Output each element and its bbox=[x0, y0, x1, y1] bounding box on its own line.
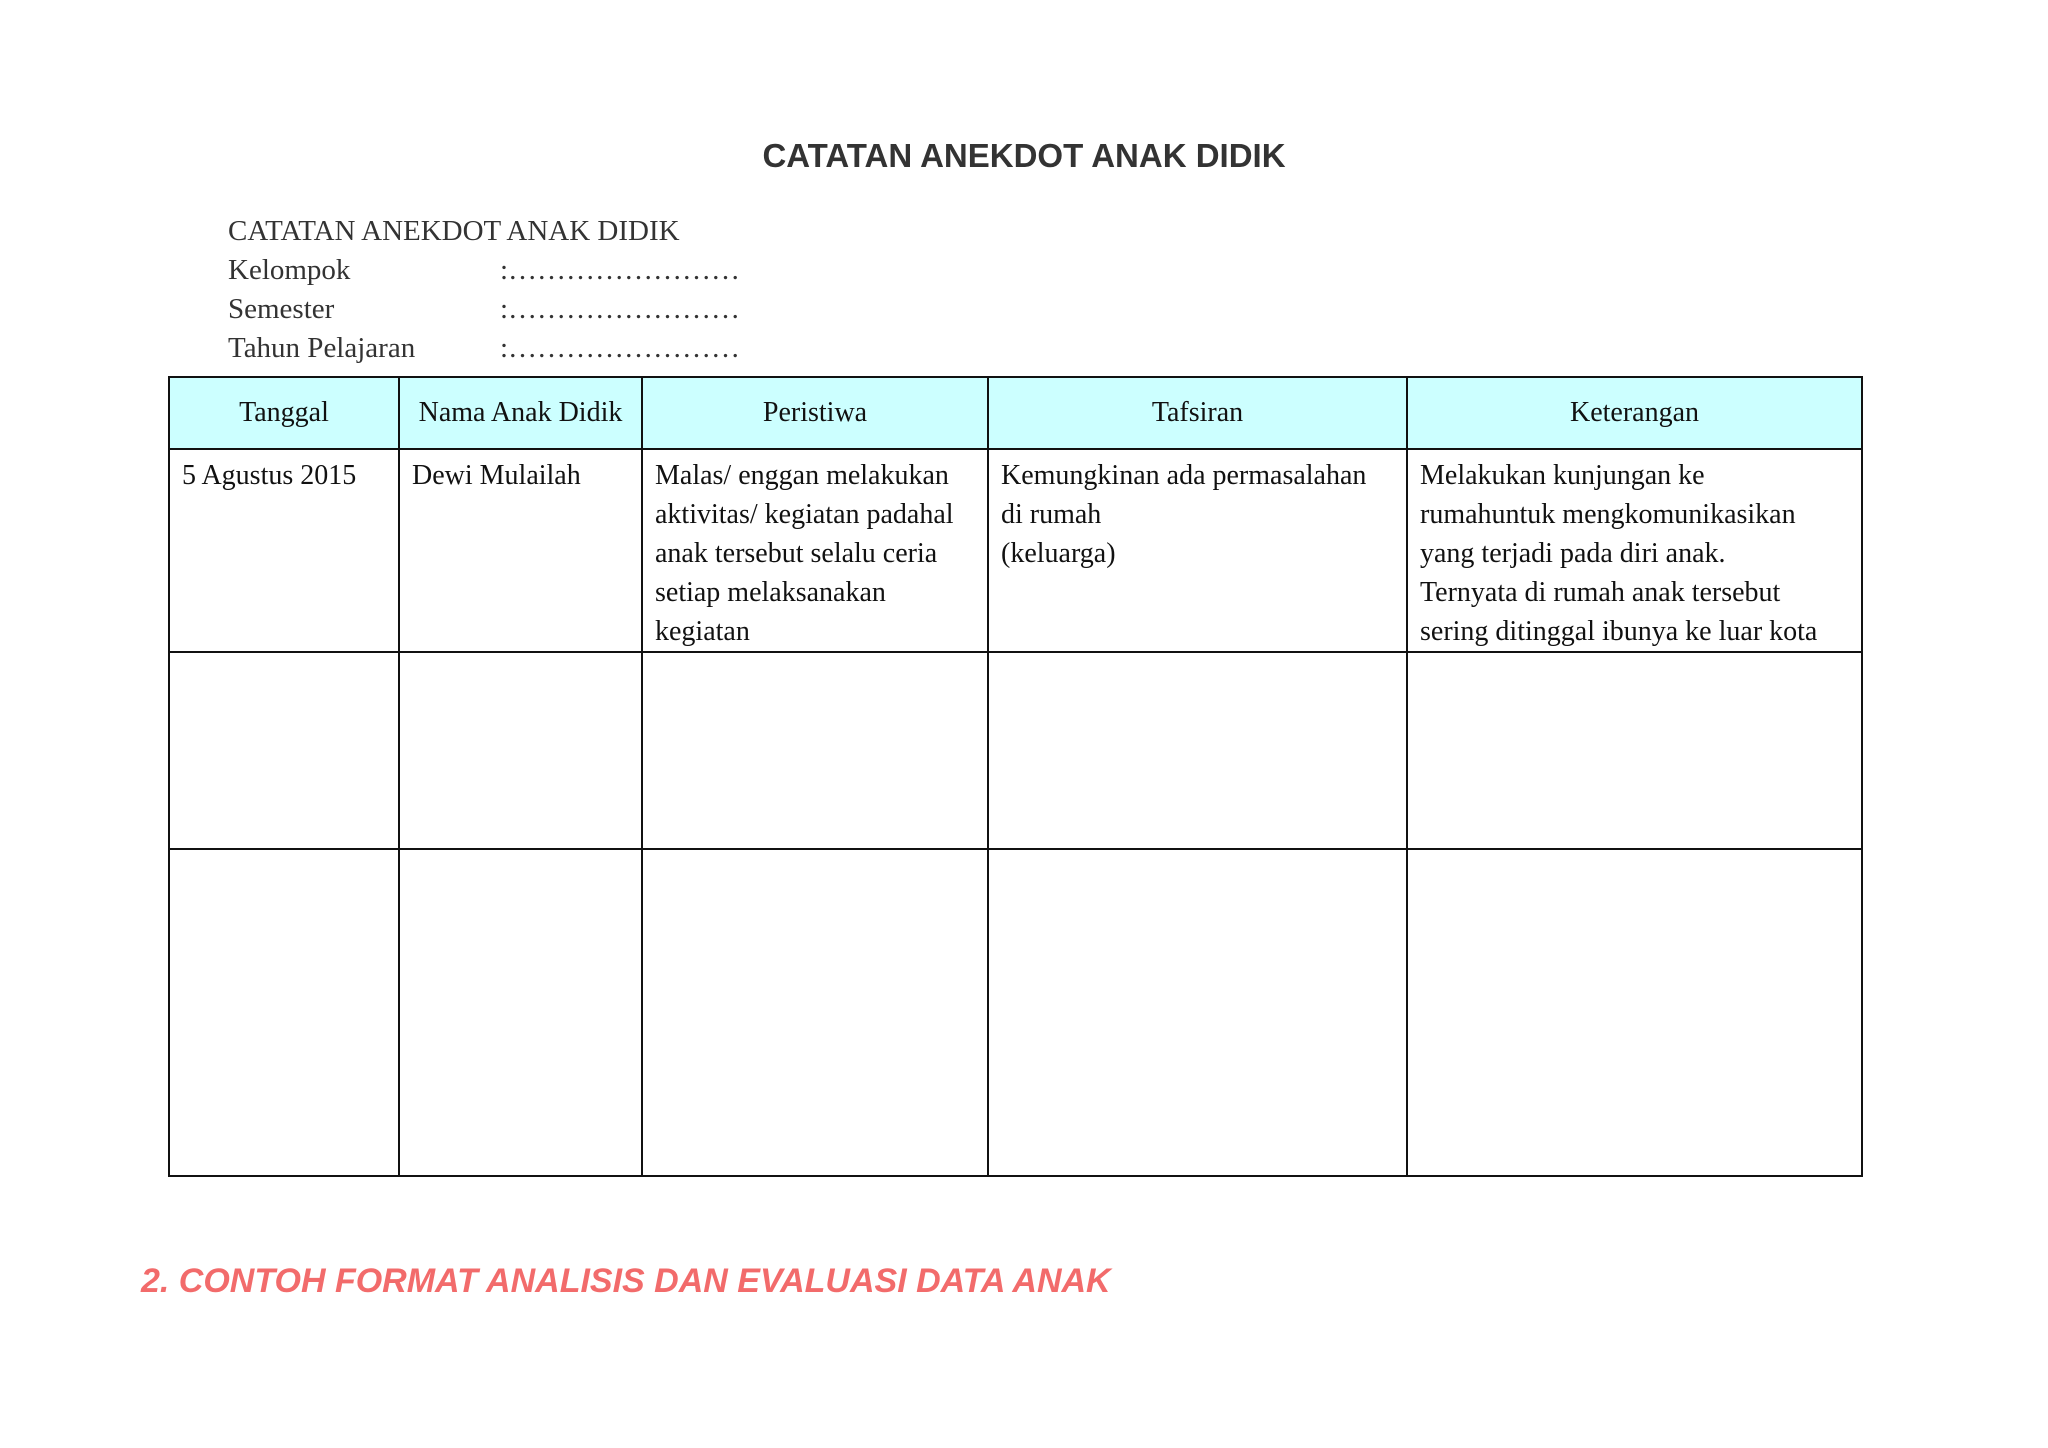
page-title: CATATAN ANEKDOT ANAK DIDIK bbox=[762, 137, 1286, 174]
cell-text-line: Melakukan kunjungan ke bbox=[1420, 460, 1705, 491]
cell-nama bbox=[399, 449, 642, 652]
meta-field-kelompok bbox=[228, 251, 740, 290]
cell-text-line: Malas/ enggan melakukan bbox=[655, 460, 949, 491]
cell-text: Dewi Mulailah bbox=[412, 460, 581, 491]
cell-text-line: yang terjadi pada diri anak. bbox=[1420, 538, 1726, 569]
meta-label: Semester bbox=[228, 293, 335, 325]
empty-cell bbox=[399, 652, 642, 849]
empty-cell bbox=[642, 849, 988, 1176]
cell-text: 5 Agustus 2015 bbox=[182, 460, 357, 491]
meta-field-semester bbox=[228, 290, 740, 329]
table-row-empty bbox=[169, 849, 1862, 1176]
empty-cell bbox=[169, 849, 399, 1176]
table-row bbox=[169, 449, 1862, 652]
meta-label: Tahun Pelajaran bbox=[228, 332, 416, 364]
cell-text-line: di rumah bbox=[1001, 499, 1102, 530]
form-meta bbox=[228, 212, 740, 368]
cell-tafsiran bbox=[988, 449, 1407, 652]
section-heading: 2. CONTOH FORMAT ANALISIS DAN EVALUASI DATA ANAK bbox=[141, 1262, 1111, 1300]
cell-keterangan bbox=[1407, 449, 1862, 652]
cell-text-line: sering ditinggal ibunya ke luar kota bbox=[1420, 616, 1818, 647]
meta-field-tahun-pelajaran bbox=[228, 329, 740, 368]
empty-cell bbox=[399, 849, 642, 1176]
table-row-empty bbox=[169, 652, 1862, 849]
header-nama-anak-didik: Nama Anak Didik bbox=[399, 377, 642, 449]
cell-peristiwa bbox=[642, 449, 988, 652]
empty-cell bbox=[1407, 652, 1862, 849]
header-keterangan: Keterangan bbox=[1407, 377, 1862, 449]
cell-text-line: kegiatan bbox=[655, 616, 750, 647]
cell-text-line: anak tersebut selalu ceria bbox=[655, 538, 938, 569]
cell-text-line: Ternyata di rumah anak tersebut bbox=[1420, 577, 1781, 608]
cell-text-line: (keluarga) bbox=[1001, 538, 1116, 569]
empty-cell bbox=[169, 652, 399, 849]
header-tanggal: Tanggal bbox=[169, 377, 399, 449]
meta-value: :…………………… bbox=[500, 332, 741, 364]
empty-cell bbox=[988, 849, 1407, 1176]
meta-label: Kelompok bbox=[228, 254, 351, 286]
empty-cell bbox=[642, 652, 988, 849]
empty-cell bbox=[988, 652, 1407, 849]
cell-text-line: aktivitas/ kegiatan padahal bbox=[655, 499, 954, 530]
header-tafsiran: Tafsiran bbox=[988, 377, 1407, 449]
cell-text-line: rumahuntuk mengkomunikasikan bbox=[1420, 499, 1796, 530]
cell-text-line: Kemungkinan ada permasalahan bbox=[1001, 460, 1367, 491]
meta-value: :…………………… bbox=[500, 293, 741, 325]
anecdote-table bbox=[168, 376, 1863, 1177]
meta-heading: CATATAN ANEKDOT ANAK DIDIK bbox=[228, 215, 680, 247]
cell-text-line: setiap melaksanakan bbox=[655, 577, 886, 608]
header-peristiwa: Peristiwa bbox=[642, 377, 988, 449]
table-header-row bbox=[169, 377, 1862, 449]
meta-value: :…………………… bbox=[500, 254, 741, 286]
empty-cell bbox=[1407, 849, 1862, 1176]
cell-tanggal bbox=[169, 449, 399, 652]
